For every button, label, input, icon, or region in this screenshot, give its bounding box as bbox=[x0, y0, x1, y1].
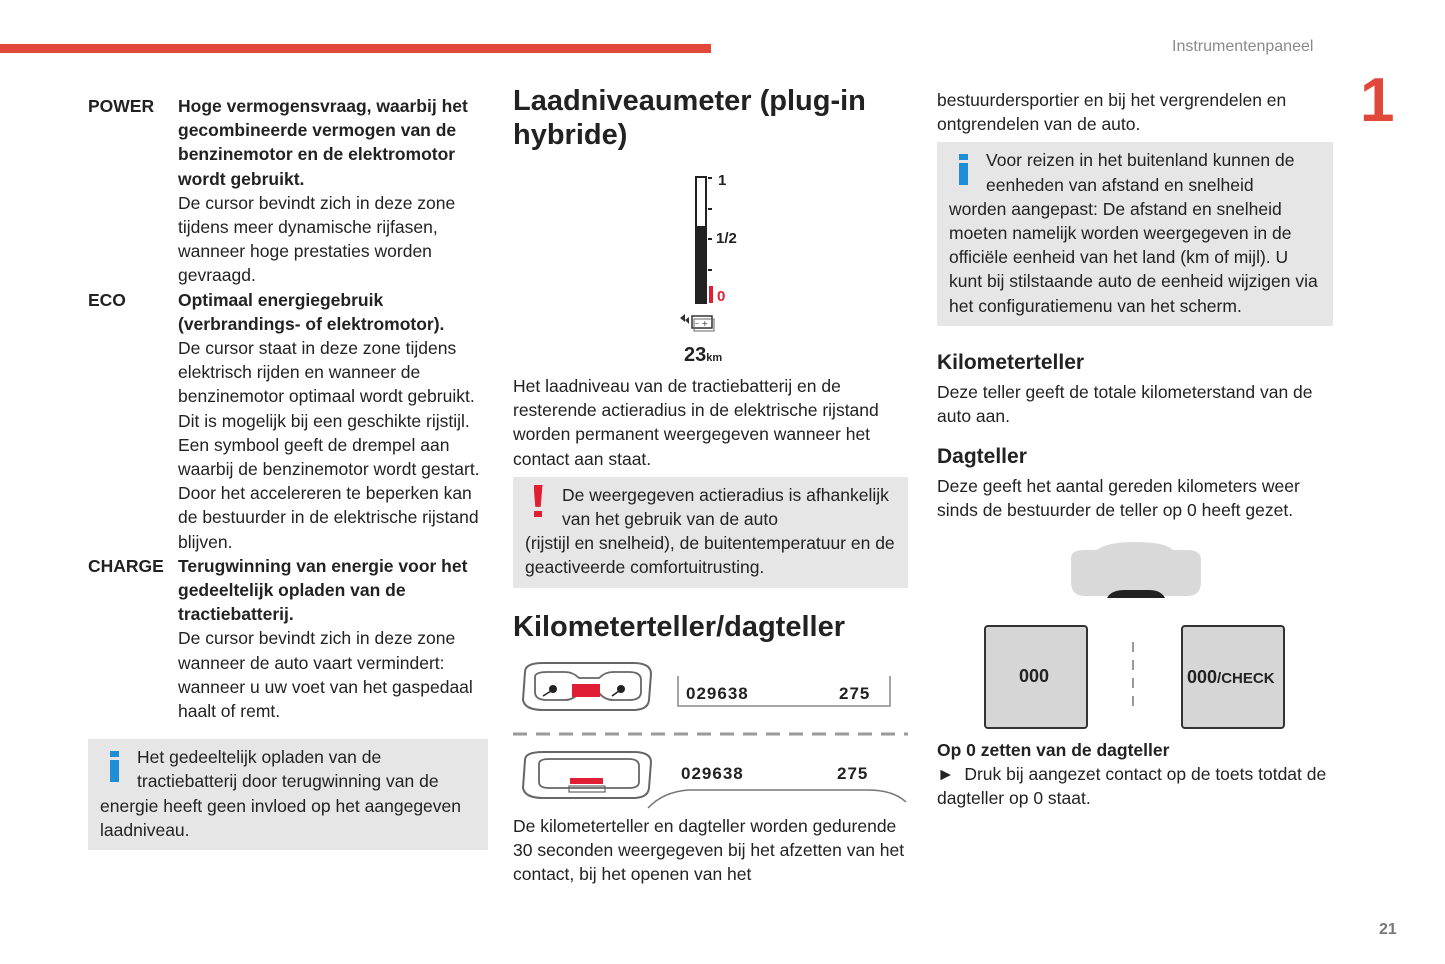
heading-reset-trip: Op 0 zetten van de dagteller bbox=[937, 739, 1170, 760]
paragraph: Deze teller geeft de totale kilometerstand van de auto aan. bbox=[937, 381, 1313, 427]
note-text: (rijstijl en snelheid), de buitentemperatuur en de geactiveerde comfortuitrusting. bbox=[525, 533, 895, 578]
header-accent-bar bbox=[0, 44, 711, 53]
trip-display-left: 000 bbox=[1019, 666, 1050, 686]
info-icon bbox=[110, 751, 119, 782]
trip-reset-figure bbox=[975, 540, 1295, 735]
section-title: Instrumentenpaneel bbox=[1172, 38, 1314, 55]
definition-text: De cursor staat in deze zone tijdens elektrisch rijden en wanneer de benzinemotor optimaal wordt gebruikt. Dit is mogelijk bij een geschikte rijstijl. bbox=[178, 338, 475, 431]
note-text: Voor reizen in het buitenland kunnen de eenheden van afstand en snelheid bbox=[986, 150, 1295, 195]
charge-level-gauge bbox=[674, 172, 764, 372]
odometer-total-2: 029638 bbox=[681, 764, 744, 783]
page-number: 21 bbox=[1379, 921, 1397, 938]
warning-icon bbox=[531, 485, 545, 521]
definition-text: Een symbool geeft de drempel aan waarbij de benzinemotor wordt gestart. Door het accelereren te beperken kan de bestuurder in de elektrische rijstand blijven. bbox=[178, 434, 480, 552]
svg-text:– +: – + bbox=[695, 319, 709, 328]
trip-display-number: 000 bbox=[1187, 667, 1218, 687]
paragraph: bestuurdersportier en bij het vergrendelen en ontgrendelen van de auto. bbox=[937, 90, 1287, 135]
note-text: worden aangepast: De afstand en snelheid moeten namelijk worden weergegeven in de officiële eenheid van het land (km of mijl). U kunt bij stilstaande auto de eenheid wijzigen via het configuratiemenu van het scherm. bbox=[949, 198, 1318, 316]
definition-charge bbox=[88, 554, 488, 723]
trip-display-right bbox=[1187, 667, 1275, 688]
info-note bbox=[88, 739, 488, 850]
note-text: De weergegeven actieradius is afhankelijk van het gebruik van de auto bbox=[562, 484, 889, 530]
bullet-arrow-icon: ► bbox=[937, 763, 955, 784]
heading-odometer: Kilometerteller/dagteller bbox=[513, 610, 845, 643]
gauge-label-empty: 0 bbox=[717, 288, 726, 305]
paragraph: Het laadniveau van de tractiebatterij en de resterende actieradius in de elektrische rijstand worden permanent weergegeven wanneer het contact aan staat. bbox=[513, 376, 879, 469]
definition-eco bbox=[88, 288, 488, 554]
warning-note bbox=[513, 477, 908, 588]
note-text: Het gedeeltelijk opladen van de tractiebatterij door terugwinning van de bbox=[137, 747, 439, 792]
definition-power bbox=[88, 94, 488, 288]
heading-dagteller: Dagteller bbox=[937, 445, 1027, 469]
chapter-number: 1 bbox=[1360, 66, 1395, 135]
odometer-total-1: 029638 bbox=[686, 684, 749, 703]
gauge-label-full: 1 bbox=[718, 172, 727, 189]
definition-text: De cursor bevindt zich in deze zone wanneer de auto vaart vermindert: wanneer u uw voet van het gaspedaal haalt of remt. bbox=[178, 628, 473, 722]
range-readout bbox=[684, 344, 722, 367]
definition-term: POWER bbox=[88, 96, 155, 116]
definition-term: ECO bbox=[88, 289, 126, 310]
range-value: 23 bbox=[684, 344, 707, 366]
definition-title: Optimaal energiegebruik (verbrandings- of elektromotor). bbox=[178, 289, 445, 334]
trip-value-2: 275 bbox=[837, 764, 869, 783]
heading-kilometerteller: Kilometerteller bbox=[937, 350, 1085, 374]
note-text: energie heeft geen invloed op het aangegeven laadniveau. bbox=[100, 795, 461, 840]
definition-title: Hoge vermogensvraag, waarbij het gecombineerde vermogen van de benzinemotor en de elektromotor wordt gebruikt. bbox=[178, 96, 468, 189]
heading-charge-gauge: Laadniveaumeter (plug-in hybride) bbox=[513, 85, 866, 151]
definition-title: Terugwinning van energie voor het gedeeltelijk opladen van de tractiebatterij. bbox=[178, 555, 468, 625]
range-unit: km bbox=[706, 352, 723, 364]
trip-value-1: 275 bbox=[839, 684, 871, 703]
info-icon bbox=[959, 154, 968, 185]
column-left bbox=[88, 94, 488, 850]
paragraph: Deze geeft het aantal gereden kilometers weer sinds de bestuurder de teller op 0 heeft gezet. bbox=[937, 476, 1300, 521]
info-note bbox=[937, 142, 1333, 325]
instruction-text: Druk bij aangezet contact op de toets totdat de dagteller op 0 staat. bbox=[937, 763, 1327, 809]
gauge-label-half: 1/2 bbox=[716, 230, 737, 247]
definition-text: De cursor bevindt zich in deze zone tijdens meer dynamische rijfasen, wanneer hoge prestaties worden gevraagd. bbox=[178, 192, 456, 286]
definition-term: CHARGE bbox=[88, 555, 164, 576]
paragraph: De kilometerteller en dagteller worden gedurende 30 seconden weergegeven bij het afzetten van het contact, bij het openen van het bbox=[513, 815, 905, 885]
odometer-figure bbox=[513, 660, 908, 810]
instruction-item bbox=[937, 762, 1333, 810]
trip-display-check: /CHECK bbox=[1217, 670, 1275, 687]
